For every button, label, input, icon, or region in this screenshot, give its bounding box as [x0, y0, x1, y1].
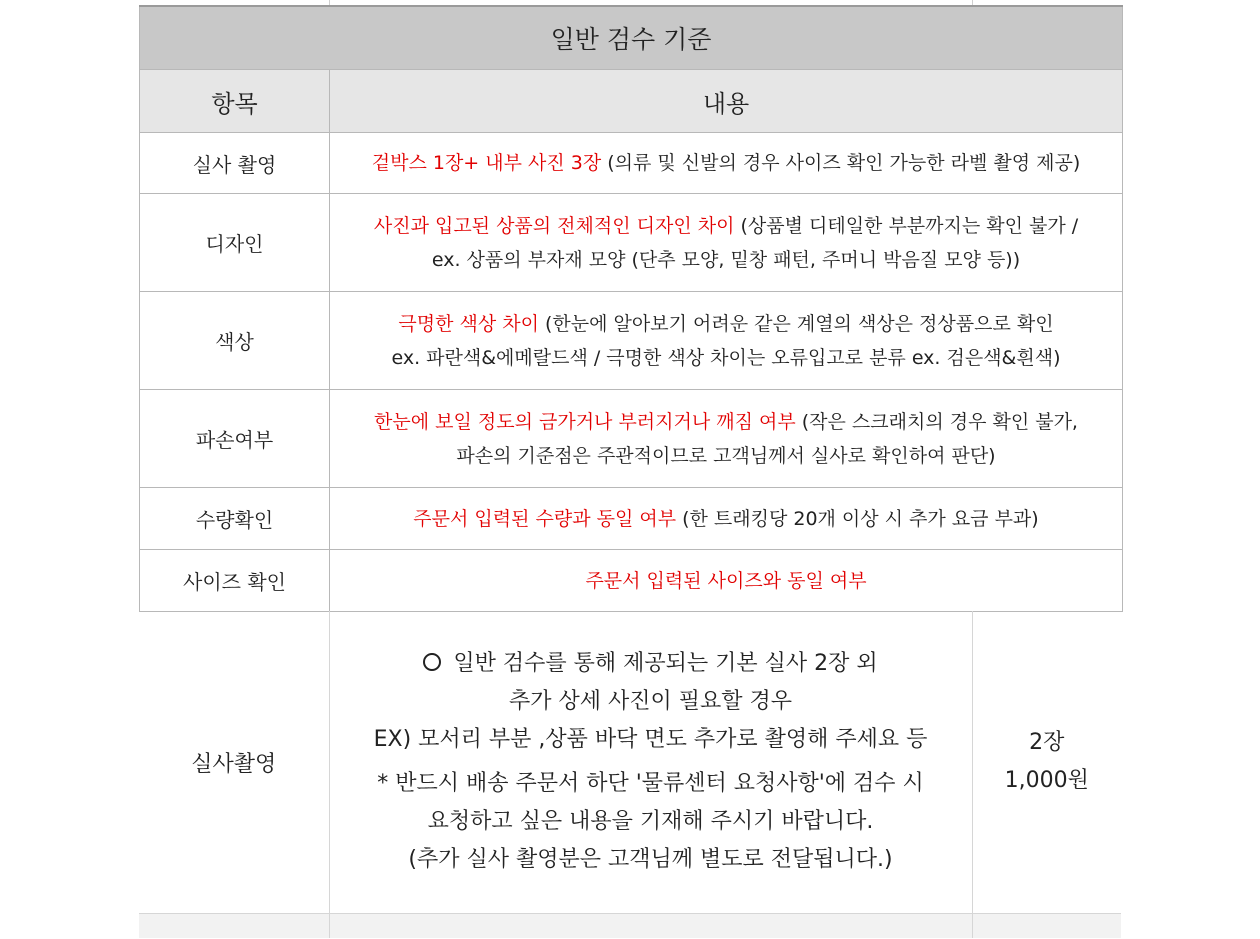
extra-photo-row — [139, 611, 1121, 914]
row-highlight: 한눈에 보일 정도의 금가거나 부러지거나 깨짐 여부 — [374, 410, 796, 433]
row-content — [330, 488, 1123, 550]
row-content — [330, 194, 1123, 292]
column-header-item: 항목 — [140, 70, 330, 133]
description-line: * 반드시 배송 주문서 하단 '물류센터 요청사항'에 검수 시 — [377, 771, 924, 796]
row-note-line2: ex. 파란색&에메랄드색 / 극명한 색상 차이는 오류입고로 분류 ex. 검은색&흰색) — [391, 346, 1061, 369]
row-item-label: 디자인 — [140, 194, 330, 292]
circle-bullet-icon — [423, 653, 441, 671]
table-title-row — [140, 6, 1123, 70]
description-line: 일반 검수를 통해 제공되는 기본 실사 2장 외 — [330, 645, 972, 683]
next-row-cell — [329, 914, 972, 939]
row-item-label: 파손여부 — [140, 390, 330, 488]
description-line: 추가 상세 사진이 필요할 경우 — [509, 689, 792, 714]
row-note: (상품별 디테일한 부분까지는 확인 불가 / — [734, 214, 1079, 237]
row-highlight: 주문서 입력된 사이즈와 동일 여부 — [585, 569, 867, 592]
standard-inspection-table — [139, 5, 1123, 612]
row-item-label: 실사 촬영 — [140, 133, 330, 194]
row-highlight: 극명한 색상 차이 — [398, 312, 539, 335]
extra-photo-price — [972, 611, 1121, 914]
table-row — [140, 390, 1123, 488]
row-highlight: 겉박스 1장+ 내부 사진 3장 — [371, 152, 602, 174]
row-note: (한 트래킹당 20개 이상 시 추가 요금 부과) — [676, 507, 1039, 530]
row-highlight: 주문서 입력된 수량과 동일 여부 — [413, 507, 677, 530]
description-line: (추가 실사 촬영분은 고객님께 별도로 전달됩니다.) — [408, 847, 893, 872]
row-item-label: 사이즈 확인 — [140, 550, 330, 612]
row-item-label: 수량확인 — [140, 488, 330, 550]
next-row-cell — [139, 914, 329, 939]
row-content — [330, 390, 1123, 488]
row-note: (의류 및 신발의 경우 사이즈 확인 가능한 라벨 촬영 제공) — [601, 152, 1081, 174]
description-line: EX) 모서리 부분 ,상품 바닥 면도 추가로 촬영해 주세요 등 — [373, 727, 928, 752]
row-content — [330, 133, 1123, 194]
price-count: 2장 — [1029, 730, 1065, 755]
extra-photo-label: 실사촬영 — [139, 611, 329, 914]
row-note-line2: 파손의 기준점은 주관적이므로 고객님께서 실사로 확인하여 판단) — [456, 444, 996, 467]
next-row-partial — [139, 914, 1121, 939]
table-row — [140, 133, 1123, 194]
table-row — [140, 194, 1123, 292]
row-content — [330, 292, 1123, 390]
extra-service-table — [139, 611, 1121, 938]
row-content — [330, 550, 1123, 612]
row-item-label: 색상 — [140, 292, 330, 390]
table-row — [140, 488, 1123, 550]
table-title: 일반 검수 기준 — [140, 6, 1123, 70]
description-line: 요청하고 싶은 내용을 기재해 주시기 바랍니다. — [427, 809, 874, 834]
table-row — [140, 550, 1123, 612]
row-highlight: 사진과 입고된 상품의 전체적인 디자인 차이 — [373, 214, 735, 237]
row-note-line2: ex. 상품의 부자재 모양 (단추 모양, 밑창 패턴, 주머니 박음질 모양 등)) — [431, 248, 1021, 271]
row-note: (작은 스크래치의 경우 확인 불가, — [795, 410, 1078, 433]
column-header-content: 내용 — [330, 70, 1123, 133]
next-row-cell — [972, 914, 1121, 939]
table-header-row — [140, 70, 1123, 133]
extra-photo-description — [329, 611, 972, 914]
row-note: (한눈에 알아보기 어려운 같은 계열의 색상은 정상품으로 확인 — [538, 312, 1054, 335]
price-amount: 1,000원 — [1004, 768, 1089, 793]
table-row — [140, 292, 1123, 390]
